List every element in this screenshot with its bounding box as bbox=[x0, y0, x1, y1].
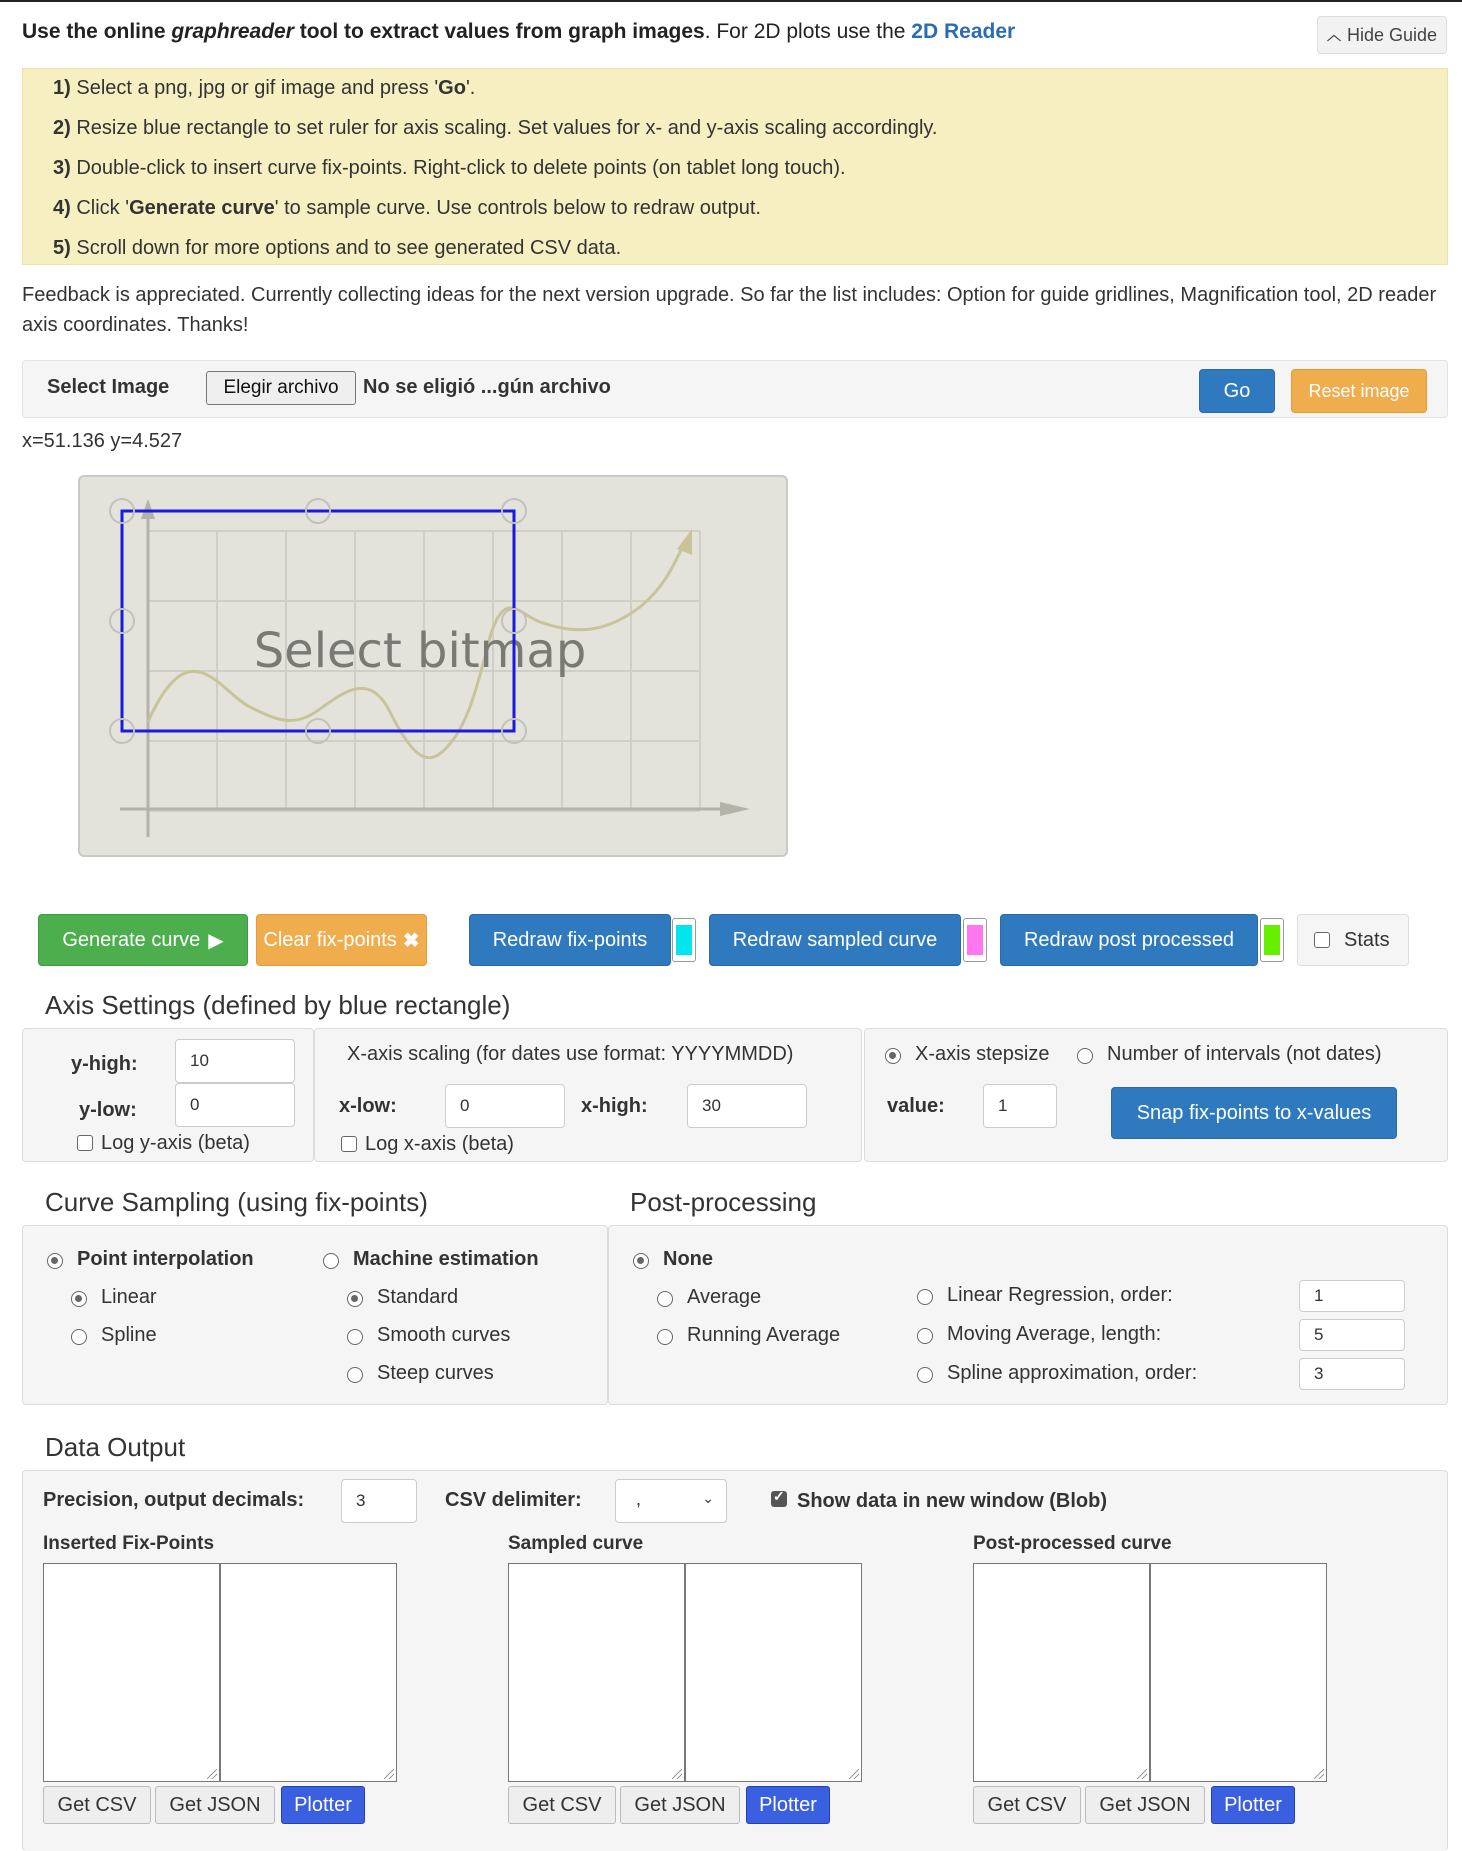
stats-checkbox[interactable] bbox=[1314, 932, 1330, 948]
stats-toggle[interactable] bbox=[1297, 914, 1409, 966]
average-radio[interactable] bbox=[657, 1291, 673, 1307]
reset-image-button[interactable]: Reset image bbox=[1291, 369, 1427, 413]
step-value-input[interactable]: 1 bbox=[983, 1084, 1057, 1128]
redraw-post-processed-button[interactable]: Redraw post processed bbox=[1000, 914, 1258, 966]
running-average-label: Running Average bbox=[687, 1324, 841, 1346]
canvas-placeholder-text: Select bitmap bbox=[253, 623, 587, 679]
redraw-fix-points-button[interactable]: Redraw fix-points bbox=[469, 914, 671, 966]
chevron-down-icon: ⌄ bbox=[702, 1490, 714, 1506]
moving-average-radio[interactable] bbox=[917, 1328, 933, 1344]
clear-fix-points-button[interactable]: Clear fix-points ✖ bbox=[256, 914, 427, 966]
smooth-curves-radio[interactable] bbox=[347, 1329, 363, 1345]
2d-reader-link[interactable]: 2D Reader bbox=[911, 20, 1016, 43]
post-processing-title: Post-processing bbox=[630, 1187, 817, 1217]
spline-approximation-order-input[interactable]: 3 bbox=[1299, 1358, 1405, 1390]
post-y-textarea[interactable] bbox=[1150, 1563, 1327, 1782]
y-low-label: y-low: bbox=[79, 1099, 137, 1121]
y-high-label: y-high: bbox=[71, 1053, 138, 1075]
intro-text bbox=[22, 20, 1015, 44]
post-plotter-button[interactable]: Plotter bbox=[1211, 1786, 1295, 1824]
precision-label: Precision, output decimals: bbox=[43, 1489, 305, 1511]
steep-curves-label: Steep curves bbox=[377, 1362, 494, 1384]
point-interpolation-label: Point interpolation bbox=[77, 1248, 254, 1270]
point-interpolation-radio[interactable] bbox=[47, 1253, 63, 1269]
intro-rest: . For 2D plots use the bbox=[704, 20, 912, 43]
data-output-panel bbox=[22, 1470, 1448, 1851]
smooth-curves-label: Smooth curves bbox=[377, 1324, 511, 1346]
linear-label: Linear bbox=[101, 1286, 157, 1308]
select-image-panel bbox=[22, 360, 1448, 418]
curve-sampling-panel bbox=[22, 1225, 608, 1405]
guide-step: 5) Scroll down for more options and to see generated CSV data. bbox=[53, 237, 622, 259]
fix-points-get-csv-button[interactable]: Get CSV bbox=[43, 1786, 151, 1824]
intro-bold-2: tool to extract values from graph images bbox=[293, 20, 705, 43]
placeholder-graph bbox=[80, 477, 786, 855]
log-x-label: Log x-axis (beta) bbox=[365, 1133, 514, 1155]
y-high-input[interactable]: 10 bbox=[175, 1039, 295, 1083]
running-average-radio[interactable] bbox=[657, 1329, 673, 1345]
log-x-checkbox[interactable] bbox=[341, 1136, 357, 1152]
sampled-get-json-button[interactable]: Get JSON bbox=[620, 1786, 740, 1824]
guide-panel bbox=[22, 68, 1448, 265]
guide-step: 3) Double-click to insert curve fix-points. Right-click to delete points (on tablet long touch). bbox=[53, 157, 846, 179]
log-y-checkbox[interactable] bbox=[77, 1135, 93, 1151]
snap-fix-points-button[interactable]: Snap fix-points to x-values bbox=[1111, 1087, 1397, 1139]
fix-points-color-swatch[interactable] bbox=[672, 918, 696, 962]
sampled-curve-title: Sampled curve bbox=[508, 1533, 644, 1554]
machine-estimation-label: Machine estimation bbox=[353, 1248, 539, 1270]
precision-input[interactable]: 3 bbox=[341, 1479, 417, 1523]
standard-radio[interactable] bbox=[347, 1291, 363, 1307]
intervals-radio[interactable] bbox=[1077, 1048, 1093, 1064]
standard-label: Standard bbox=[377, 1286, 459, 1308]
data-output-title: Data Output bbox=[45, 1432, 186, 1462]
sampled-x-textarea[interactable] bbox=[508, 1563, 685, 1782]
fix-points-x-textarea[interactable] bbox=[43, 1563, 220, 1782]
x-low-input[interactable]: 0 bbox=[445, 1084, 565, 1128]
show-blob-label: Show data in new window (Blob) bbox=[797, 1490, 1107, 1512]
stepsize-label: X-axis stepsize bbox=[915, 1043, 1050, 1065]
linear-regression-radio[interactable] bbox=[917, 1289, 933, 1305]
sampled-curve-color-swatch[interactable] bbox=[963, 918, 987, 962]
guide-step: 1) Select a png, jpg or gif image and press 'Go'. bbox=[53, 77, 476, 99]
select-image-label: Select Image bbox=[47, 376, 170, 398]
intervals-label: Number of intervals (not dates) bbox=[1107, 1043, 1382, 1065]
sampled-get-csv-button[interactable]: Get CSV bbox=[508, 1786, 616, 1824]
close-icon: ✖ bbox=[402, 929, 420, 952]
generate-curve-button[interactable]: Generate curve ▶ bbox=[38, 914, 248, 966]
csv-delimiter-select[interactable]: , ⌄ bbox=[615, 1479, 727, 1523]
go-button[interactable]: Go bbox=[1199, 369, 1275, 413]
x-step-panel bbox=[864, 1028, 1448, 1162]
moving-average-length-input[interactable]: 5 bbox=[1299, 1319, 1405, 1351]
intro-italic: graphreader bbox=[171, 20, 294, 43]
post-get-json-button[interactable]: Get JSON bbox=[1085, 1786, 1205, 1824]
hide-guide-button[interactable] bbox=[1317, 16, 1447, 54]
post-processed-title: Post-processed curve bbox=[973, 1533, 1172, 1554]
spline-label: Spline bbox=[101, 1324, 157, 1346]
coordinate-readout: x=51.136 y=4.527 bbox=[22, 430, 183, 452]
guide-step: 4) Click 'Generate curve' to sample curve. Use controls below to redraw output. bbox=[53, 197, 761, 219]
machine-estimation-radio[interactable] bbox=[323, 1253, 339, 1269]
axis-settings-title: Axis Settings (defined by blue rectangle) bbox=[45, 990, 511, 1020]
spline-approximation-radio[interactable] bbox=[917, 1367, 933, 1383]
sampled-plotter-button[interactable]: Plotter bbox=[746, 1786, 830, 1824]
average-label: Average bbox=[687, 1286, 762, 1308]
stats-label: Stats bbox=[1344, 929, 1390, 951]
curve-sampling-title: Curve Sampling (using fix-points) bbox=[45, 1187, 428, 1217]
axis-ruler-rectangle bbox=[122, 511, 514, 731]
feedback-text: Feedback is appreciated. Currently collecting ideas for the next version upgrade. So far the list includes: Option for guide gridlines, Magnification tool, 2D reader axis coordinates. Thanks! bbox=[22, 284, 1437, 336]
csv-delimiter-label: CSV delimiter: bbox=[445, 1489, 582, 1511]
spline-radio[interactable] bbox=[71, 1329, 87, 1345]
redraw-sampled-curve-button[interactable]: Redraw sampled curve bbox=[709, 914, 961, 966]
play-icon: ▶ bbox=[208, 929, 224, 952]
post-processed-color-swatch[interactable] bbox=[1260, 918, 1284, 962]
post-processing-panel bbox=[608, 1225, 1448, 1405]
post-get-csv-button[interactable]: Get CSV bbox=[973, 1786, 1081, 1824]
y-low-input[interactable]: 0 bbox=[175, 1083, 295, 1127]
choose-file-button[interactable]: Elegir archivo bbox=[206, 371, 356, 405]
stepsize-radio[interactable] bbox=[885, 1048, 901, 1064]
file-status: No se eligió ...gún archivo bbox=[363, 376, 611, 398]
intro-bold-1: Use the online bbox=[22, 20, 172, 43]
x-low-label: x-low: bbox=[339, 1095, 397, 1117]
x-axis-panel bbox=[314, 1028, 862, 1162]
linear-radio[interactable] bbox=[71, 1291, 87, 1307]
chevron-up-icon: ︿ bbox=[1326, 27, 1341, 43]
show-blob-checkbox[interactable] bbox=[771, 1491, 787, 1507]
steep-curves-radio[interactable] bbox=[347, 1367, 363, 1383]
log-y-label: Log y-axis (beta) bbox=[101, 1132, 250, 1154]
post-x-textarea[interactable] bbox=[973, 1563, 1150, 1782]
guide-step: 2) Resize blue rectangle to set ruler for axis scaling. Set values for x- and y-axis scaling accordingly. bbox=[53, 117, 938, 139]
x-axis-scaling-title: X-axis scaling (for dates use format: YYYYMMDD) bbox=[347, 1043, 794, 1065]
sampled-y-textarea[interactable] bbox=[685, 1563, 862, 1782]
hide-guide-label: Hide Guide bbox=[1346, 24, 1438, 45]
post-none-label: None bbox=[663, 1248, 713, 1270]
fix-points-title: Inserted Fix-Points bbox=[43, 1533, 215, 1554]
y-axis-panel bbox=[22, 1028, 314, 1162]
fix-points-plotter-button[interactable]: Plotter bbox=[281, 1786, 365, 1824]
x-high-label: x-high: bbox=[581, 1095, 648, 1117]
linear-regression-order-input[interactable]: 1 bbox=[1299, 1280, 1405, 1312]
fix-points-y-textarea[interactable] bbox=[220, 1563, 397, 1782]
x-high-input[interactable]: 30 bbox=[687, 1084, 807, 1128]
fix-points-get-json-button[interactable]: Get JSON bbox=[155, 1786, 275, 1824]
moving-average-label: Moving Average, length: bbox=[947, 1323, 1162, 1345]
post-none-radio[interactable] bbox=[633, 1253, 649, 1269]
image-canvas[interactable] bbox=[78, 475, 788, 857]
value-label: value: bbox=[887, 1095, 945, 1117]
spline-approximation-label: Spline approximation, order: bbox=[947, 1362, 1198, 1384]
linear-regression-label: Linear Regression, order: bbox=[947, 1284, 1173, 1306]
top-border bbox=[0, 0, 1462, 2]
